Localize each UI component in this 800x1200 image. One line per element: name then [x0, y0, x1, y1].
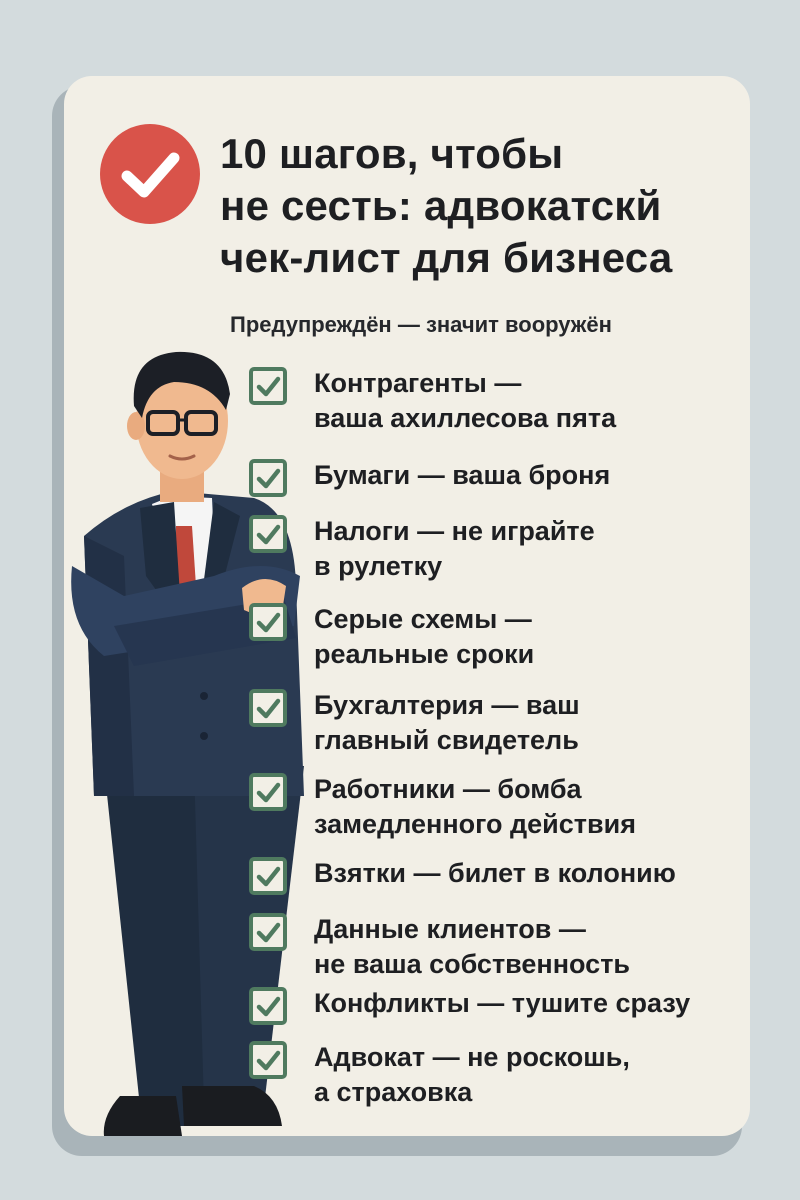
title-line: не сесть: адвокатскй [220, 182, 662, 229]
checklist-item [248, 366, 616, 436]
checklist [64, 76, 750, 1136]
checkbox-check-icon [248, 1040, 288, 1080]
checklist-item-line: главный свидетель [314, 725, 579, 755]
subtitle: Предупреждён — значит вооружён [230, 312, 612, 337]
checklist-item-line: Серые схемы — [314, 604, 532, 634]
checklist-item-line: Налоги — не играйте [314, 516, 595, 546]
checklist-item-line: ваша ахиллесова пята [314, 403, 617, 433]
title-line: 10 шагов, чтобы [220, 130, 564, 177]
title-line: чек-лист для бизнеса [220, 234, 673, 281]
checklist-item [248, 458, 610, 498]
checklist-item [248, 514, 595, 584]
checklist-item [248, 986, 690, 1026]
checklist-item-line: Контрагенты — [314, 368, 522, 398]
checklist-item-line: Бумаги — ваша броня [314, 460, 611, 490]
checklist-item [248, 912, 630, 982]
checkbox-check-icon [248, 366, 288, 406]
checklist-item [248, 602, 534, 672]
checklist-item-text [314, 602, 534, 672]
checkbox-check-icon [248, 514, 288, 554]
checklist-item-text [314, 366, 616, 436]
checklist-item-line: не ваша собственность [314, 949, 631, 979]
checklist-item-text [314, 856, 676, 891]
checklist-item-line: Адвокат — не роскошь, [314, 1042, 630, 1072]
checklist-item-text [314, 772, 636, 842]
checklist-item-line: Работники — бомба [314, 774, 582, 804]
checklist-item-line: Бухгалтерия — ваш [314, 690, 580, 720]
checklist-item-line: Взятки — билет в колонию [314, 858, 676, 888]
checkbox-check-icon [248, 458, 288, 498]
checklist-item-line: в рулетку [314, 551, 443, 581]
checklist-item-line: замедленного действия [314, 809, 636, 839]
checklist-item [248, 856, 676, 896]
checklist-item-line: а страховка [314, 1077, 473, 1107]
checklist-item-text [314, 514, 595, 584]
checklist-item-text [314, 688, 580, 758]
checkbox-check-icon [248, 986, 288, 1026]
checkbox-check-icon [248, 772, 288, 812]
checkbox-check-icon [248, 688, 288, 728]
checklist-item-text [314, 1040, 630, 1110]
checklist-item [248, 772, 636, 842]
checklist-item-line: Данные клиентов — [314, 914, 586, 944]
checkbox-check-icon [248, 912, 288, 952]
checklist-item-line: реальные сроки [314, 639, 535, 669]
checklist-item-line: Конфликты — тушите сразу [314, 988, 691, 1018]
checklist-item [248, 688, 580, 758]
checkbox-check-icon [248, 856, 288, 896]
checklist-item-text [314, 458, 610, 493]
checklist-item-text [314, 912, 630, 982]
checklist-card [64, 76, 750, 1136]
checklist-item-text [314, 986, 690, 1021]
checkbox-check-icon [248, 602, 288, 642]
checklist-item [248, 1040, 630, 1110]
